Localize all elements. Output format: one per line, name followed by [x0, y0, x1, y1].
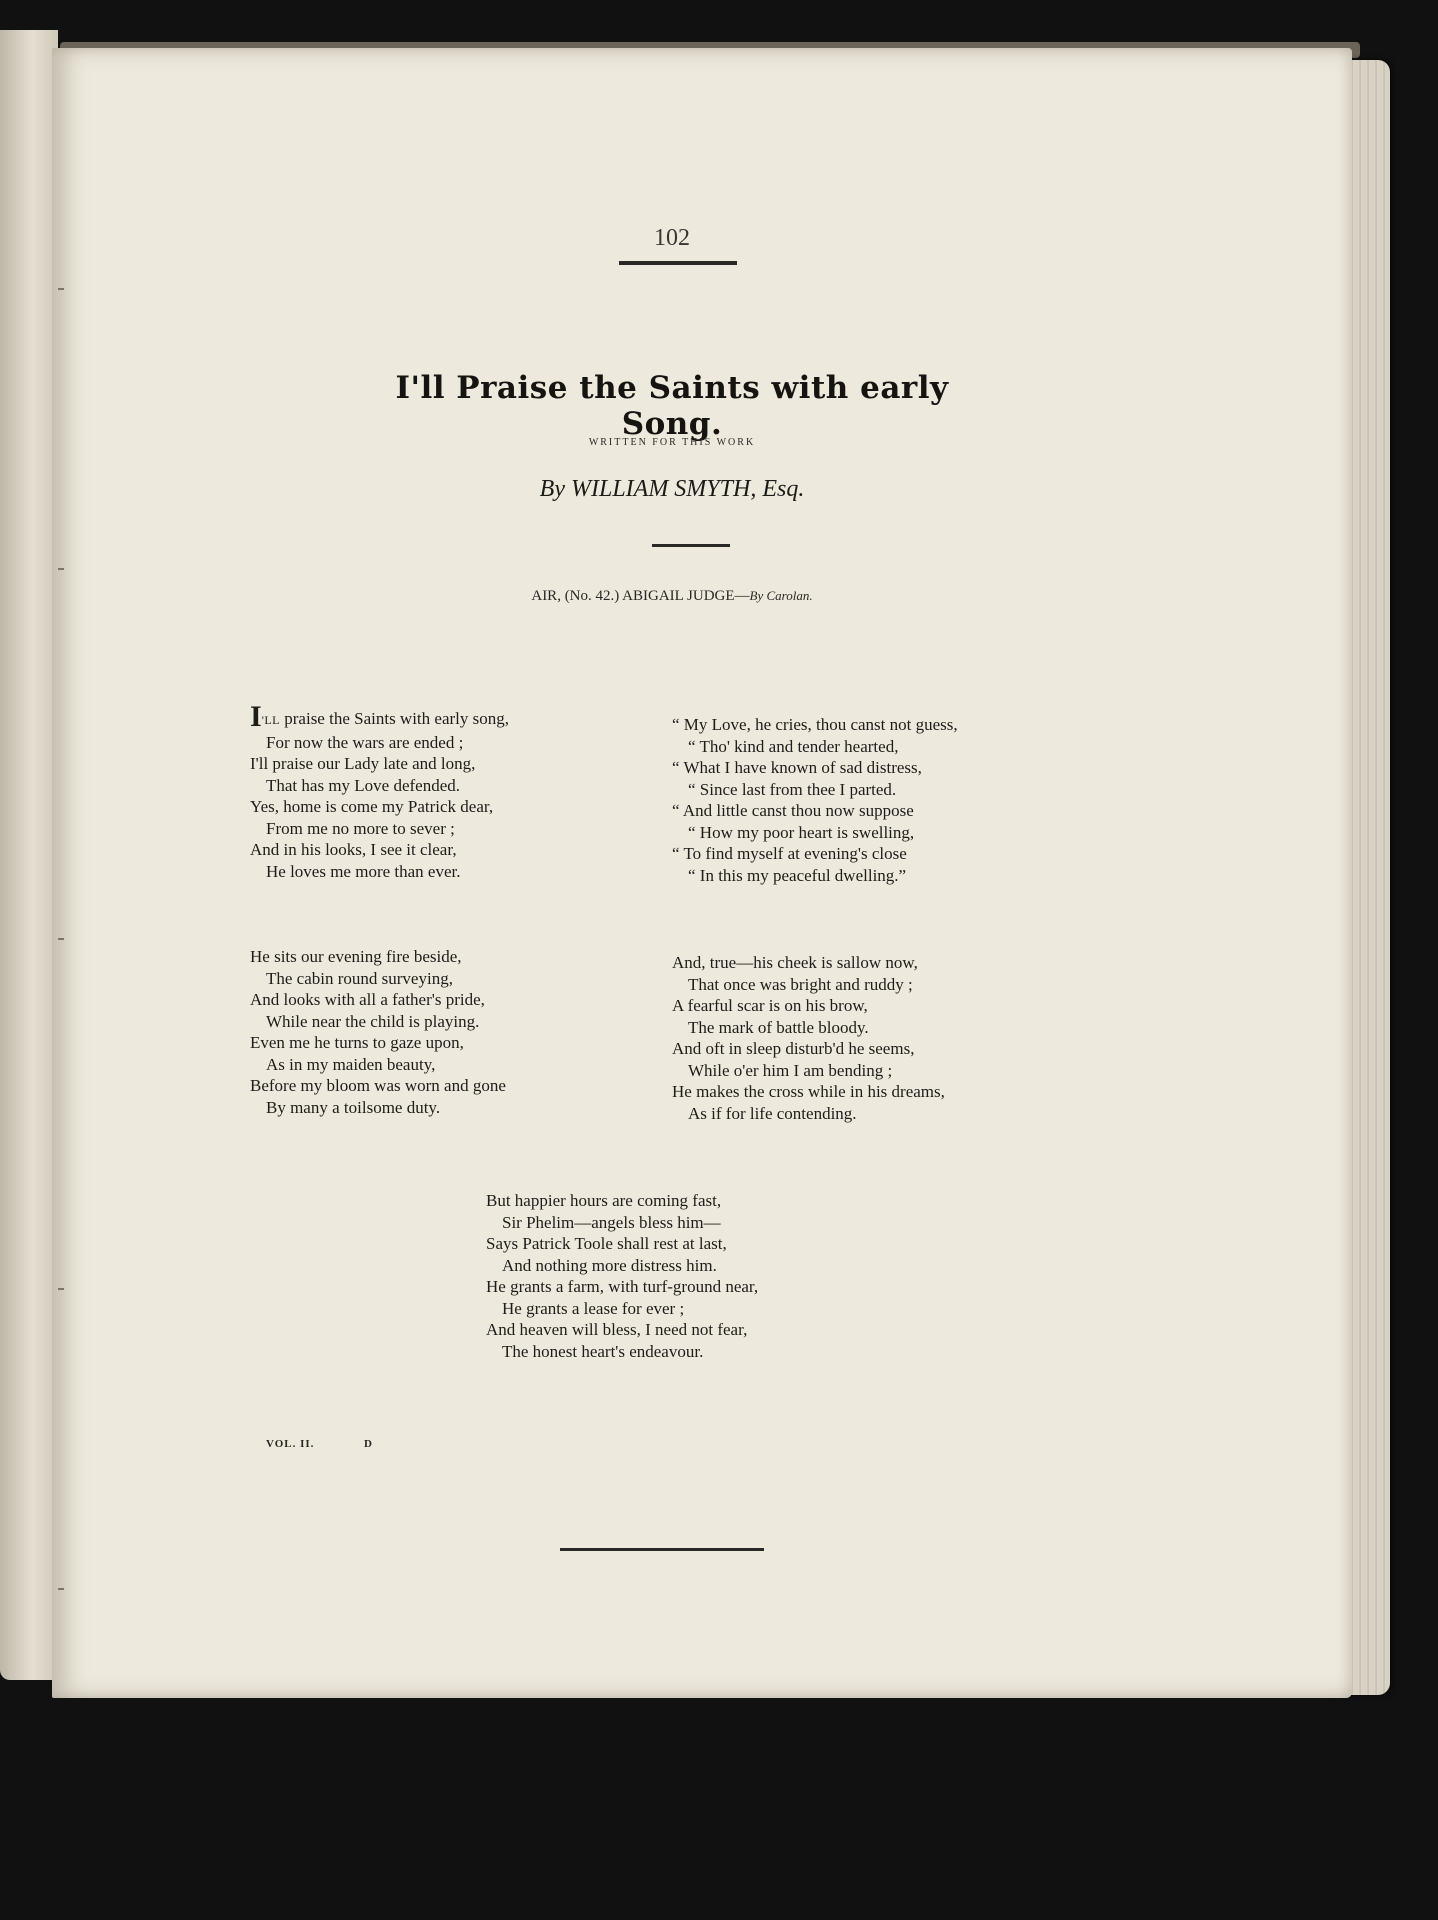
poem-line: I'll praise our Lady late and long,	[250, 754, 476, 773]
poem-line: He loves me more than ever.	[266, 861, 461, 881]
binding-stitch	[58, 288, 64, 290]
poem-line: By many a toilsome duty.	[266, 1097, 441, 1117]
poem-line: And, true—his cheek is sallow now,	[672, 953, 918, 972]
stanza-3	[672, 714, 958, 886]
binding-stitch	[58, 1288, 64, 1290]
poem-line: While o'er him I am bending ;	[688, 1060, 893, 1080]
poem-line: A fearful scar is on his brow,	[672, 996, 868, 1015]
poem-line: And oft in sleep disturb'd he seems,	[672, 1039, 915, 1058]
facing-page-edge	[0, 30, 58, 1680]
song-subtitle: WRITTEN FOR THIS WORK	[588, 437, 756, 448]
binding-stitch	[58, 1588, 64, 1590]
poem-line	[250, 700, 510, 733]
poem-line: Says Patrick Toole shall rest at last,	[486, 1234, 727, 1253]
poem-line: That has my Love defended.	[266, 775, 461, 795]
poem-line: He makes the cross while in his dreams,	[672, 1082, 945, 1101]
poem-line: “ My Love, he cries, thou canst not guess,	[672, 715, 958, 734]
poem-line: “ What I have known of sad distress,	[672, 758, 922, 777]
poem-line: As in my maiden beauty,	[266, 1054, 436, 1074]
poem-line: He grants a farm, with turf-ground near,	[486, 1277, 759, 1296]
page-number: 102	[654, 225, 690, 251]
poem-line: “ Tho' kind and tender hearted,	[688, 736, 899, 756]
song-author: By WILLIAM SMYTH, Esq.	[539, 476, 805, 502]
stanza-1	[250, 700, 510, 882]
header-rule	[619, 261, 737, 265]
stanza-2	[250, 946, 506, 1118]
signature-mark: D	[364, 1438, 372, 1450]
drop-cap: I	[250, 700, 262, 733]
poem-line: The cabin round surveying,	[266, 968, 453, 988]
poem-line: Even me he turns to gaze upon,	[250, 1033, 464, 1052]
poem-line: “ In this my peaceful dwelling.”	[688, 865, 907, 885]
book-page	[52, 48, 1352, 1698]
poem-line: And looks with all a father's pride,	[250, 990, 485, 1009]
poem-line: While near the child is playing.	[266, 1011, 480, 1031]
stanza-5	[486, 1190, 758, 1362]
air-composer: By Carolan.	[749, 588, 813, 603]
poem-line: And nothing more distress him.	[502, 1255, 717, 1275]
poem-line: The honest heart's endeavour.	[502, 1341, 704, 1361]
poem-line: “ To find myself at evening's close	[672, 844, 907, 863]
poem-line: He grants a lease for ever ;	[502, 1298, 685, 1318]
poem-line: He sits our evening fire beside,	[250, 947, 462, 966]
poem-line: “ How my poor heart is swelling,	[688, 822, 915, 842]
poem-line: For now the wars are ended ;	[266, 732, 464, 752]
poem-line: And in his looks, I see it clear,	[250, 840, 457, 859]
stanza-4	[672, 952, 945, 1124]
poem-line: “ And little canst thou now suppose	[672, 801, 914, 820]
first-word-caps: 'LL	[261, 713, 281, 727]
poem-line: Sir Phelim—angels bless him—	[502, 1212, 721, 1232]
binding-stitch	[58, 568, 64, 570]
poem-line: But happier hours are coming fast,	[486, 1191, 722, 1210]
bottom-rule	[560, 1548, 764, 1551]
poem-line: As if for life contending.	[688, 1103, 857, 1123]
air-attribution	[492, 588, 852, 605]
poem-line: And heaven will bless, I need not fear,	[486, 1320, 748, 1339]
poem-line: “ Since last from thee I parted.	[688, 779, 897, 799]
poem-line: Before my bloom was worn and gone	[250, 1076, 506, 1095]
song-title: I'll Praise the Saints with early Song.	[395, 370, 949, 442]
volume-marker: VOL. II.	[266, 1438, 315, 1450]
poem-line: The mark of battle bloody.	[688, 1017, 869, 1037]
first-line-rest: praise the Saints with early song,	[280, 709, 510, 728]
air-name: AIR, (No. 42.) ABIGAIL JUDGE—	[531, 588, 750, 604]
poem-line: Yes, home is come my Patrick dear,	[250, 797, 494, 816]
binding-stitch	[58, 938, 64, 940]
poem-line: That once was bright and ruddy ;	[688, 974, 913, 994]
title-rule	[652, 544, 730, 547]
poem-line: From me no more to sever ;	[266, 818, 455, 838]
